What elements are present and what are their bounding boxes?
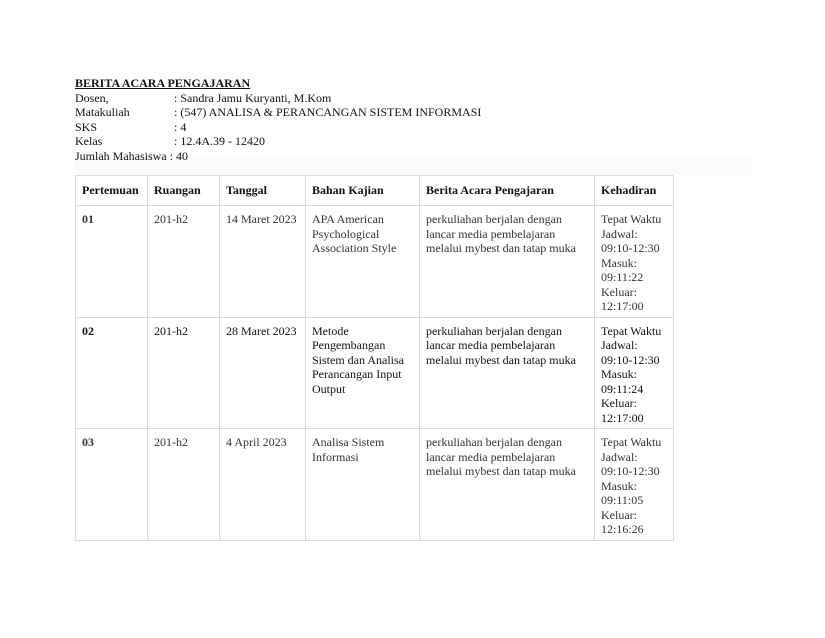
info-label: Kelas: [75, 134, 103, 148]
cell-tanggal: 28 Maret 2023: [220, 317, 306, 429]
info-label: Dosen,: [75, 90, 109, 105]
cell-bahan-kajian: Analisa Sistem Informasi: [306, 429, 420, 541]
kehadiran-jadwal-label: Jadwal:: [601, 226, 638, 241]
table-header-row: [76, 176, 674, 206]
info-value: : (547) ANALISA & PERANCANGAN SISTEM INFORMASI: [174, 105, 482, 119]
kehadiran-keluar: 12:17:00: [601, 299, 644, 313]
column-header-bahan-kajian: Bahan Kajian: [306, 176, 420, 206]
info-label: Jumlah Mahasiswa: [75, 148, 167, 163]
cell-bahan-kajian: APA American Psychological Association Style: [306, 206, 420, 318]
kehadiran-jadwal: 09:10-12:30: [601, 464, 660, 478]
document-header: [75, 76, 481, 163]
kehadiran-masuk-label: Masuk:: [601, 478, 637, 493]
column-header-ruangan: Ruangan: [148, 176, 220, 206]
kehadiran-jadwal: 09:10-12:30: [601, 352, 660, 367]
table-row: [76, 317, 674, 429]
cell-pertemuan: 02: [76, 317, 148, 429]
info-label: Matakuliah: [75, 105, 130, 119]
cell-kehadiran: [595, 429, 674, 541]
column-header-tanggal: Tanggal: [220, 176, 306, 206]
kehadiran-keluar-label: Keluar:: [601, 507, 637, 522]
cell-tanggal: 14 Maret 2023: [220, 206, 306, 318]
cell-berita-acara: perkuliahan berjalan dengan lancar media pembelajaran melalui mybest dan tatap muka: [420, 429, 595, 541]
info-label: SKS: [75, 119, 98, 134]
info-row-jumlah-mahasiswa: [75, 149, 481, 164]
info-value: : 12.4A.39 - 12420: [174, 134, 265, 148]
cell-tanggal: 4 April 2023: [220, 429, 306, 541]
kehadiran-keluar: 12:17:00: [601, 410, 644, 425]
cell-ruangan: 201-h2: [148, 206, 220, 318]
info-row-matakuliah: [75, 105, 481, 120]
table-row: [76, 429, 674, 541]
kehadiran-jadwal: 09:10-12:30: [601, 241, 660, 255]
column-header-berita-acara: Berita Acara Pengajaran: [420, 176, 595, 206]
cell-berita-acara: perkuliahan berjalan dengan lancar media pembelajaran melalui mybest dan tatap muka: [420, 206, 595, 318]
info-value: : 40: [166, 148, 188, 163]
info-row-dosen: [75, 91, 481, 106]
kehadiran-status: Tepat Waktu: [601, 323, 662, 338]
cell-bahan-kajian: Metode Pengembangan Sistem dan Analisa Perancangan Input Output: [306, 317, 420, 429]
cell-kehadiran: [595, 317, 674, 429]
cell-ruangan: 201-h2: [148, 429, 220, 541]
kehadiran-masuk: 09:11:24: [601, 381, 644, 396]
column-header-pertemuan: Pertemuan: [76, 176, 148, 206]
cell-ruangan: 201-h2: [148, 317, 220, 429]
table-row: [76, 206, 674, 318]
kehadiran-jadwal-label: Jadwal:: [601, 449, 638, 464]
kehadiran-jadwal-label: Jadwal:: [601, 338, 638, 352]
kehadiran-masuk: 09:11:22: [601, 270, 644, 284]
kehadiran-keluar-label: Keluar:: [601, 284, 637, 299]
kehadiran-status: Tepat Waktu: [601, 212, 662, 226]
document-title: BERITA ACARA PENGAJARAN: [75, 76, 251, 90]
kehadiran-masuk-label: Masuk:: [601, 367, 637, 381]
kehadiran-masuk: 09:11:05: [601, 493, 644, 507]
cell-kehadiran: [595, 206, 674, 318]
cell-pertemuan: 03: [76, 429, 148, 541]
column-header-kehadiran: Kehadiran: [595, 176, 674, 206]
kehadiran-keluar: 12:16:26: [601, 522, 644, 536]
kehadiran-status: Tepat Waktu: [601, 435, 662, 449]
info-value: : 4: [174, 119, 187, 134]
cell-pertemuan: 01: [76, 206, 148, 318]
info-row-sks: [75, 120, 481, 135]
info-row-kelas: [75, 134, 481, 149]
info-value: : Sandra Jamu Kuryanti, M.Kom: [174, 90, 332, 105]
kehadiran-keluar-label: Keluar:: [601, 396, 637, 410]
report-table: [75, 175, 674, 541]
kehadiran-masuk-label: Masuk:: [601, 255, 637, 270]
cell-berita-acara: perkuliahan berjalan dengan lancar media pembelajaran melalui mybest dan tatap muka: [420, 317, 595, 429]
